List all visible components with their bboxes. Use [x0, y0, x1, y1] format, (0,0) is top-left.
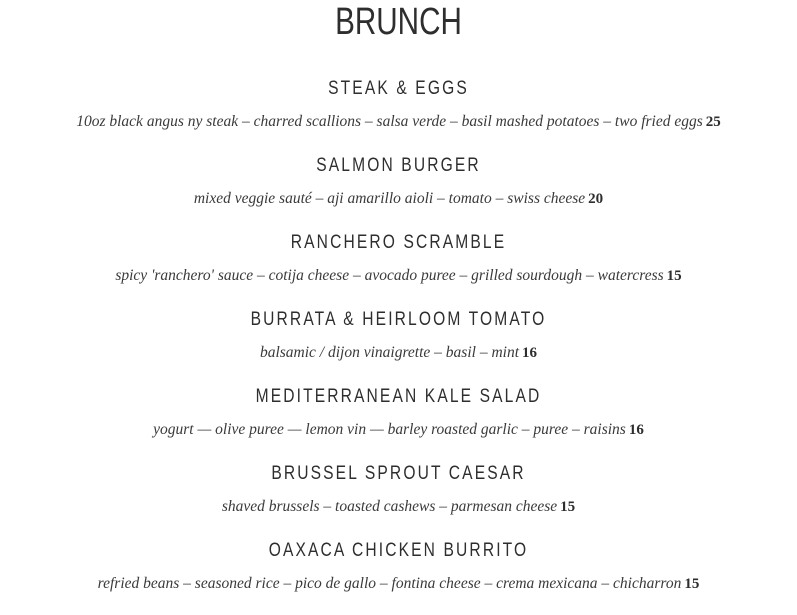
- menu-item-price: 15: [560, 499, 576, 515]
- menu-item-price: 16: [628, 422, 644, 438]
- menu-item-ingredients: refried beans – seasoned rice – pico de gallo – fontina cheese – crema mexicana – chicharron: [97, 575, 682, 592]
- menu-item-name: OAXACA CHICKEN BURRITO: [268, 540, 529, 561]
- menu-item-price: 15: [666, 268, 682, 284]
- menu-item-name: RANCHERO SCRAMBLE: [290, 232, 507, 253]
- menu-item-burrata-heirloom-tomato: [0, 307, 797, 384]
- menu-item-list: [0, 76, 797, 615]
- menu-item-name: MEDITERRANEAN KALE SALAD: [255, 386, 542, 407]
- menu-item-ingredients: 10oz black angus ny steak – charred scallions – salsa verde – basil mashed potatoes – two fried eggs: [76, 113, 703, 130]
- menu-item-description: [0, 266, 797, 286]
- menu-item-price: 25: [705, 114, 721, 130]
- menu-item-ranchero-scramble: [0, 230, 797, 307]
- menu-item-description: [0, 343, 797, 363]
- menu-item-name: BRUSSEL SPROUT CAESAR: [271, 463, 526, 484]
- menu-item-ingredients: mixed veggie sauté – aji amarillo aioli – tomato – swiss cheese: [193, 190, 586, 207]
- menu-item-description: [0, 189, 797, 209]
- menu-item-name: SALMON BURGER: [316, 155, 481, 176]
- menu-item-brussel-sprout-caesar: [0, 461, 797, 538]
- menu-item-description: [0, 112, 797, 132]
- menu-item-price: 15: [684, 576, 700, 592]
- menu-item-name: STEAK & EGGS: [328, 78, 469, 99]
- menu-item-name: BURRATA & HEIRLOOM TOMATO: [250, 309, 547, 330]
- menu-item-price: 20: [588, 191, 604, 207]
- menu-item-salmon-burger: [0, 153, 797, 230]
- menu-item-mediterranean-kale-salad: [0, 384, 797, 461]
- menu-item-description: [0, 420, 797, 440]
- menu-item-ingredients: shaved brussels – toasted cashews – parmesan cheese: [221, 498, 558, 515]
- menu-item-ingredients: spicy 'ranchero' sauce – cotija cheese – avocado puree – grilled sourdough – watercress: [115, 267, 664, 284]
- menu-section-title: BRUNCH: [335, 1, 462, 43]
- menu-item-description: [0, 497, 797, 517]
- menu-item-ingredients: yogurt — olive puree — lemon vin — barley roasted garlic – puree – raisins: [153, 421, 626, 438]
- menu-item-ingredients: balsamic / dijon vinaigrette – basil – mint: [259, 344, 520, 361]
- menu-item-price: 16: [522, 345, 538, 361]
- menu-item-steak-and-eggs: [0, 76, 797, 153]
- menu-item-description: [0, 574, 797, 594]
- menu-item-oaxaca-chicken-burrito: [0, 538, 797, 615]
